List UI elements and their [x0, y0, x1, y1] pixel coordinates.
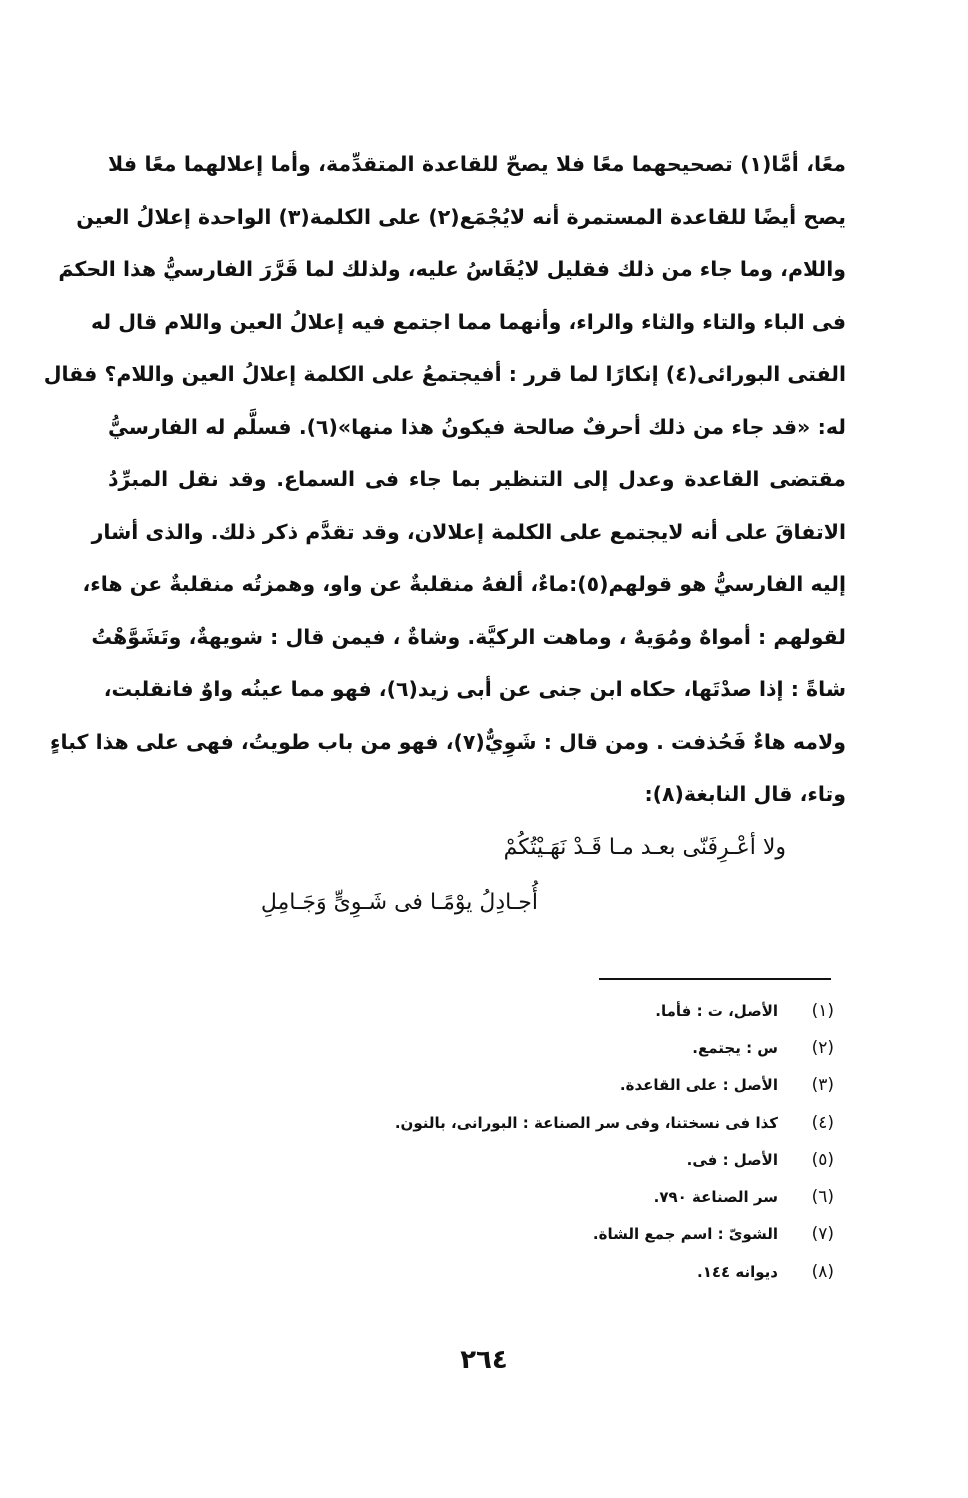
footnote-separator: [599, 978, 831, 980]
text-line: إليه الفارسيُّ هو قولهم(٥):ماءٌ، ألفهُ منقلبةٌ عن واو، وهمزتُه منقلبةٌ عن هاء،: [82, 572, 846, 596]
main-text-block: [43, 138, 847, 821]
footnote-item: [134, 992, 834, 1029]
footnote-number: (٧): [811, 1224, 834, 1245]
footnote-text: س : يجتمع.: [692, 1038, 778, 1057]
footnote-number: (٥): [811, 1149, 834, 1170]
footnote-item: [134, 1216, 834, 1253]
text-line: الفتى البورائى(٤) إنكارًا لما قرر : أفيجتمعُ على الكلمة إعلالُ العين واللام؟ فقال: [43, 362, 846, 386]
page-number: ٢٦٤: [460, 1345, 508, 1375]
footnote-number: (٢): [811, 1037, 834, 1058]
text-line: واللام، وما جاء من ذلك فقليل لايُقَاسُ عليه، ولذلك لما قَرَّرَ الفارسيُّ هذا الحكمَ: [58, 257, 846, 281]
text-line: يصح أيضًا للقاعدة المستمرة أنه لايُجْمَع(٢) على الكلمة(٣) الواحدة إعلالُ العين: [76, 204, 846, 229]
text-line: شاةً : إذا صدْتَها، حكاه ابن جنى عن أبى زيد(٦)، فهو مما عينُه واوٌ فانقلبت،: [103, 677, 846, 701]
footnote-item: [134, 1104, 834, 1141]
footnote-item: [134, 1253, 834, 1290]
footnote-item: [134, 1067, 834, 1104]
poem-verse-second-hemistich: أُجـادِلُ يوْمًـا فى شَـوِىٍّ وَجَـامِلِ: [260, 890, 538, 915]
text-line: ولامه هاءٌ فَحُذفت . ومن قال : شَوِيٌّ(٧)، فهو من باب طويتُ، فهى على هذا كباءٍ: [49, 729, 846, 754]
footnote-number: (٦): [811, 1187, 834, 1208]
text-line: له: «قد جاء من ذلك أحرفٌ صالحة فيكونُ هذا منها»(٦). فسلَّم له الفارسيُّ: [108, 414, 846, 439]
footnote-item: [134, 1178, 834, 1215]
footnote-text: كذا فى نسختنا، وفى سر الصناعة : البورانى، بالنون.: [394, 1113, 778, 1132]
footnote-text: الأصل : فى.: [686, 1150, 778, 1169]
text-line: مقتضى القاعدة وعدل إلى التنظير بما جاء فى السماع. وقد نقل المبرِّدُ: [108, 467, 846, 491]
footnote-number: (٣): [811, 1075, 834, 1096]
text-line: لقولهم : أمواهٌ ومُوَيهٌ ، وماهت الركيَّة. وشاةٌ ، فيمن قال : شويهةٌ، وتَشَوَّهْتُ: [91, 624, 846, 649]
footnotes-list: [134, 992, 834, 1290]
text-line: فى الباء والتاء والثاء والراء، وأنهما مما اجتمع فيه إعلالُ العين واللام قال له: [90, 309, 846, 334]
footnote-item: [134, 1141, 834, 1178]
footnote-text: ديوانه ١٤٤.: [697, 1262, 778, 1281]
footnote-number: (٤): [811, 1112, 834, 1133]
text-line: الاتفاقَ على أنه لايجتمع على الكلمة إعلالان، وقد تقدَّم ذكر ذلك. والذى أشار: [91, 519, 846, 544]
footnote-number: (٨): [811, 1261, 834, 1282]
footnote-text: سر الصناعة ٧٩٠.: [653, 1188, 778, 1207]
footnote-text: الأصل : على القاعدة.: [619, 1076, 778, 1095]
footnote-number: (١): [811, 1000, 834, 1021]
poem-verse-first-hemistich: ولا أعْـرِفَنّى بعـد مـا قَـدْ نَهَـيْتُكُمْ: [503, 835, 786, 860]
text-line: معًا، أمَّا(١) تصحيحهما معًا فلا يصحّ للقاعدة المتقدِّمة، وأما إعلالهما معًا فلا: [108, 152, 847, 176]
footnote-text: الأصل، ت : فأما.: [655, 1001, 778, 1020]
footnote-item: [134, 1029, 834, 1066]
text-line: وتاء، قال النابغة(٨):: [644, 782, 846, 806]
footnote-text: الشوىّ : اسم جمع الشاة.: [592, 1225, 778, 1244]
